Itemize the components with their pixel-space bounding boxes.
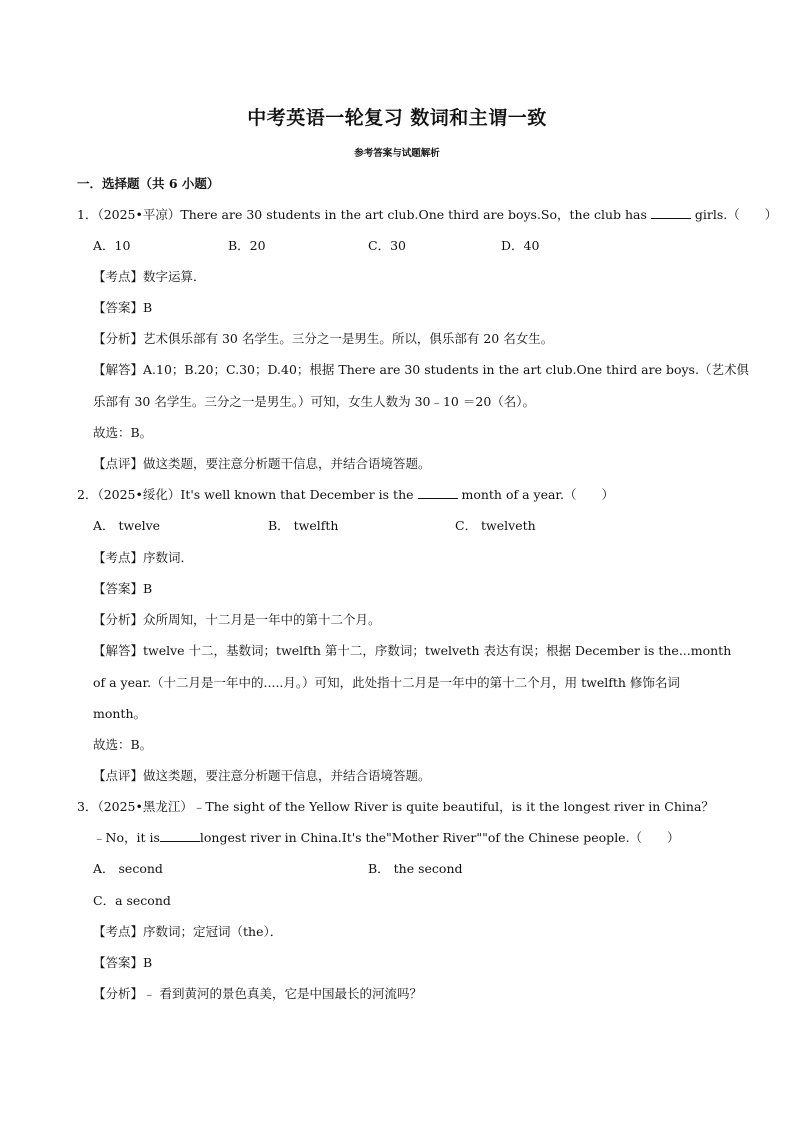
question-3-stem-line-2 [93,830,680,846]
question-1-comment: 【点评】做这类题，要注意分析题干信息，并结合语境答题。 [93,456,431,471]
document-title: 中考英语一轮复习 数词和主谓一致 [247,107,547,129]
question-1-option-d: D．40 [501,238,540,253]
answer-blank [651,207,691,219]
question-1-answer: 【答案】B [93,300,153,315]
question-1-solution-line-1: 【解答】A.10；B.20；C.30；D.40；根据 There are 30 students in the art club.One third are boys.（艺术俱 [93,362,749,377]
question-2-option-c: C． twelveth [455,518,536,533]
question-1-option-c: C．30 [368,238,406,253]
question-1-stem-end: girls.（ ） [694,207,778,222]
question-3-stem-line-1: 3．（2025•黑龙江）﹣The sight of the Yellow River is quite beautiful，is it the longest river in China？ [77,799,714,814]
question-3-answer: 【答案】B [93,955,153,970]
question-3-kaodian: 【考点】序数词；定冠词（the）． [93,924,283,939]
question-2-stem [77,487,614,503]
question-2-kaodian: 【考点】序数词． [93,550,194,565]
document-subtitle: 参考答案与试题解析 [354,148,440,159]
question-1-analysis: 【分析】艺术俱乐部有 30 名学生。三分之一是男生。所以，俱乐部有 20 名女生。 [93,331,554,346]
question-2-choice: 故选：B。 [93,737,153,752]
question-2-stem-end: month of a year.（ ） [461,487,614,502]
question-3-analysis: 【分析】﹣ 看到黄河的景色真美，它是中国最长的河流吗？ [93,986,422,1001]
question-3-stem-text: ﹣No，it is [93,830,160,845]
question-2-option-a: A． twelve [93,518,161,533]
question-3-option-b: B． the second [368,861,463,876]
question-1-stem-text: 1．（2025•平凉）There are 30 students in the art club.One third are boys.So，the club has [77,207,647,222]
section-heading: 一．选择题（共 6 小题） [77,176,220,191]
question-3-option-c: C．a second [93,893,171,908]
question-2-answer: 【答案】B [93,581,153,596]
question-3-stem-end: longest river in China.It's the"Mother River""of the Chinese people.（ ） [199,830,680,845]
question-2-comment: 【点评】做这类题，要注意分析题干信息，并结合语境答题。 [93,768,431,783]
question-2-stem-text: 2．（2025•绥化）It's well known that December is the [77,487,414,502]
answer-blank [418,487,458,499]
question-2-solution-line-1: 【解答】twelve 十二，基数词；twelfth 第十二，序数词；twelveth 表达有误；根据 December is the...month [93,643,732,658]
question-1-kaodian: 【考点】数字运算． [93,269,206,284]
question-1-choice: 故选：B。 [93,425,153,440]
question-1-stem [77,207,777,223]
question-1-solution-line-2: 乐部有 30 名学生。三分之一是男生。）可知，女生人数为 30﹣10 ＝20（名）。 [93,394,536,409]
question-2-solution-line-3: month。 [93,706,147,721]
answer-blank [160,830,200,842]
question-3-option-a: A． second [93,861,163,876]
question-2-analysis: 【分析】众所周知，十二月是一年中的第十二个月。 [93,612,381,627]
question-1-option-b: B．20 [228,238,266,253]
question-2-option-b: B． twelfth [268,518,339,533]
question-1-option-a: A．10 [93,238,131,253]
question-2-solution-line-2: of a year.（十二月是一年中的.....月。）可知，此处指十二月是一年中的第十二个月，用 twelfth 修饰名词 [93,675,680,690]
